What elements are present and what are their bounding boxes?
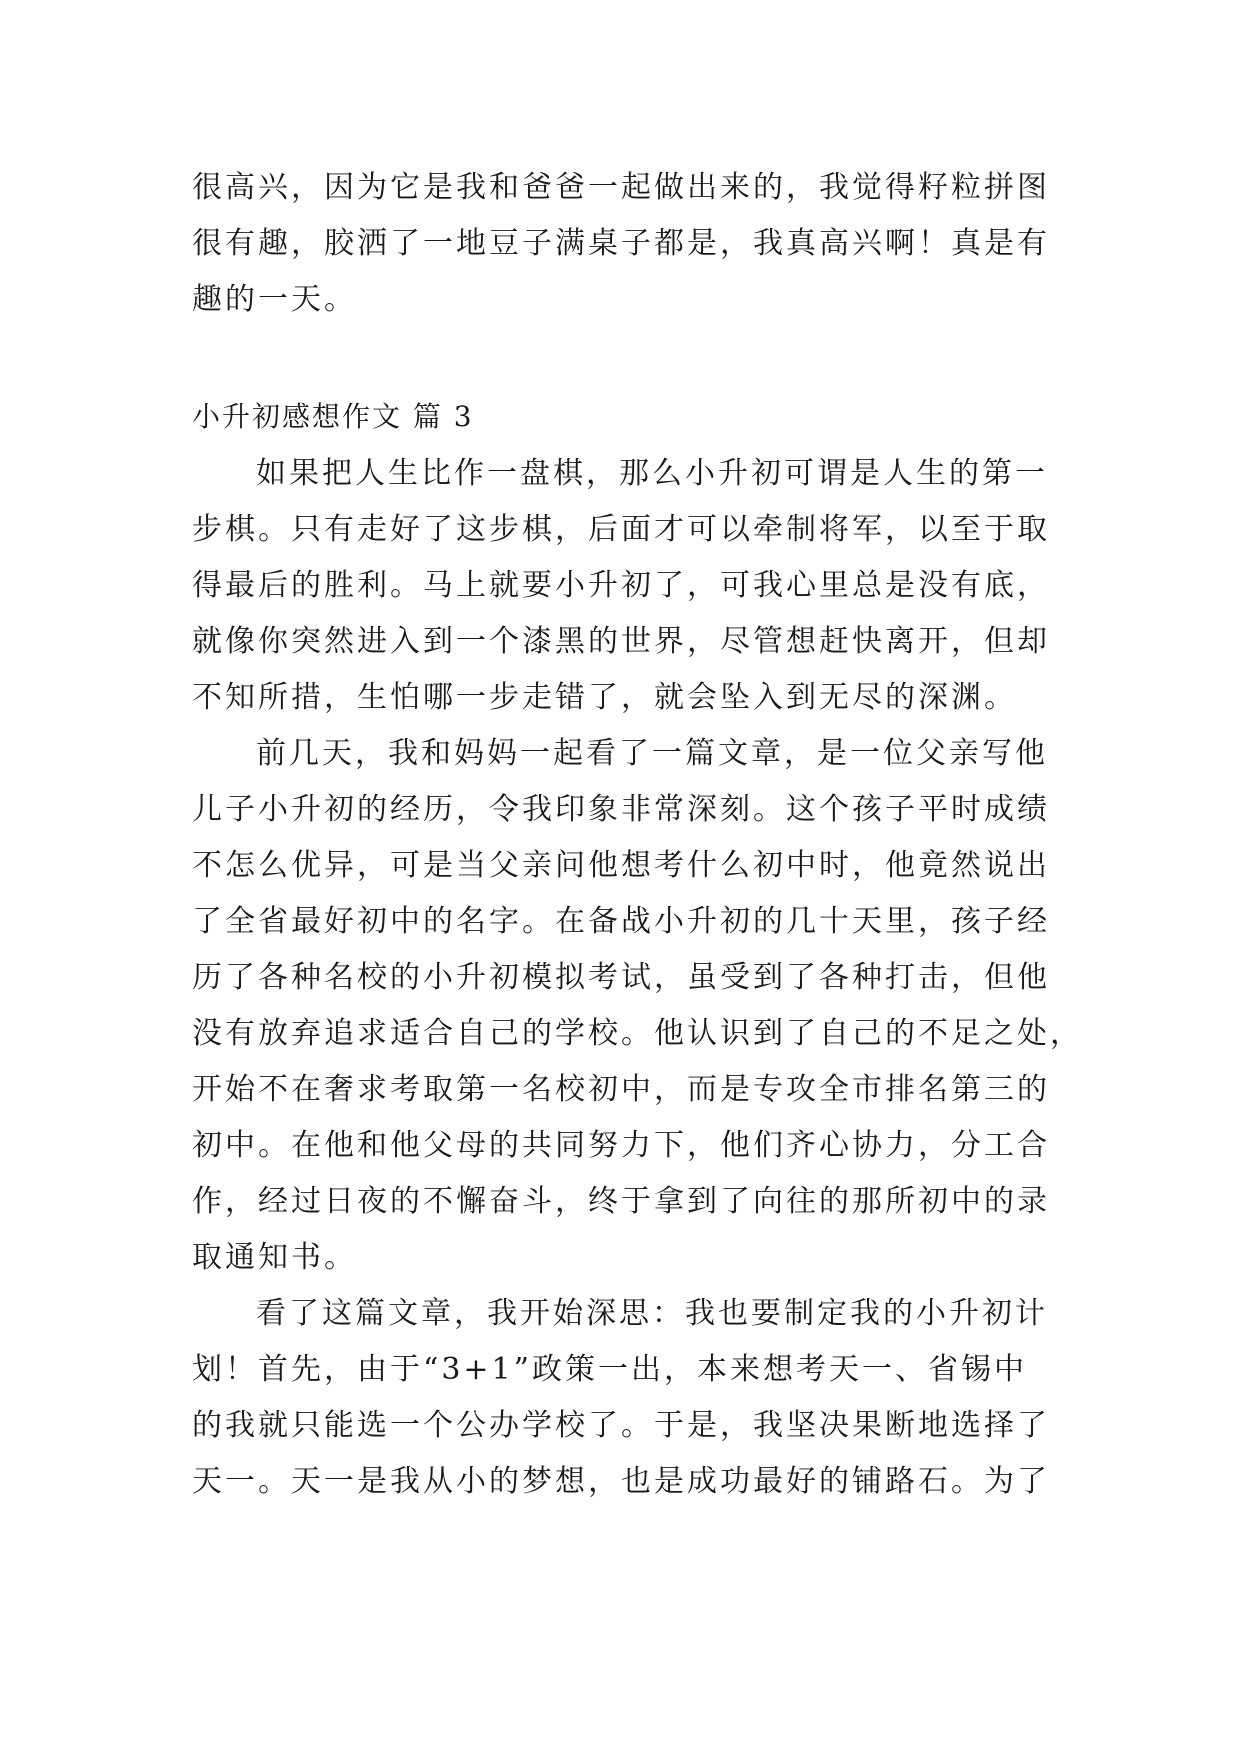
text-line: 历了各种名校的小升初模拟考试，虽受到了各种打击，但他 <box>192 960 1050 995</box>
text-line: 步棋。只有走好了这步棋，后面才可以牵制将军，以至于取 <box>192 512 1050 547</box>
continued-paragraph <box>192 160 1052 328</box>
text-line: 取通知书。 <box>192 1240 357 1275</box>
text-line: 开始不在奢求考取第一名校初中，而是专攻全市排名第三的 <box>192 1072 1050 1107</box>
text-line: 不怎么优异，可是当父亲问他想考什么初中时，他竟然说出 <box>192 848 1050 883</box>
text-line: 就像你突然进入到一个漆黑的世界，尽管想赶快离开，但却 <box>192 624 1050 659</box>
text-line: 如果把人生比作一盘棋，那么小升初可谓是人生的第一 <box>256 456 1048 491</box>
section-heading: 小升初感想作文 篇 3 <box>192 400 474 433</box>
text-line: 趣的一天。 <box>192 282 357 317</box>
text-line: 前几天，我和妈妈一起看了一篇文章，是一位父亲写他 <box>256 736 1048 771</box>
text-line: 作，经过日夜的不懈奋斗，终于拿到了向往的那所初中的录 <box>192 1184 1050 1219</box>
text-line: 的我就只能选一个公办学校了。于是，我坚决果断地选择了 <box>192 1408 1050 1443</box>
text-line: 了全省最好初中的名字。在备战小升初的几十天里，孩子经 <box>192 904 1050 939</box>
text-line: 划！首先，由于“3+1”政策一出，本来想考天一、省锡中 <box>192 1352 1027 1387</box>
text-line: 得最后的胜利。马上就要小升初了，可我心里总是没有底， <box>192 568 1050 603</box>
text-line: 初中。在他和他父母的共同努力下，他们齐心协力，分工合 <box>192 1128 1050 1163</box>
text-line: 天一。天一是我从小的梦想，也是成功最好的铺路石。为了 <box>192 1464 1050 1499</box>
paragraph-1 <box>192 446 1052 726</box>
paragraph-3 <box>192 1286 1052 1510</box>
text-line: 看了这篇文章，我开始深思：我也要制定我的小升初计 <box>256 1296 1048 1331</box>
essay-body <box>192 446 1083 1510</box>
text-line: 没有放弃追求适合自己的学校。他认识到了自己的不足之处， <box>192 1016 1083 1051</box>
text-line: 不知所措，生怕哪一步走错了，就会坠入到无尽的深渊。 <box>192 680 1017 715</box>
text-line: 很有趣，胶洒了一地豆子满桌子都是，我真高兴啊！真是有 <box>192 226 1050 261</box>
paragraph-2 <box>192 726 1083 1286</box>
text-line: 儿子小升初的经历，令我印象非常深刻。这个孩子平时成绩 <box>192 792 1050 827</box>
text-line: 很高兴，因为它是我和爸爸一起做出来的，我觉得籽粒拼图 <box>192 170 1050 205</box>
